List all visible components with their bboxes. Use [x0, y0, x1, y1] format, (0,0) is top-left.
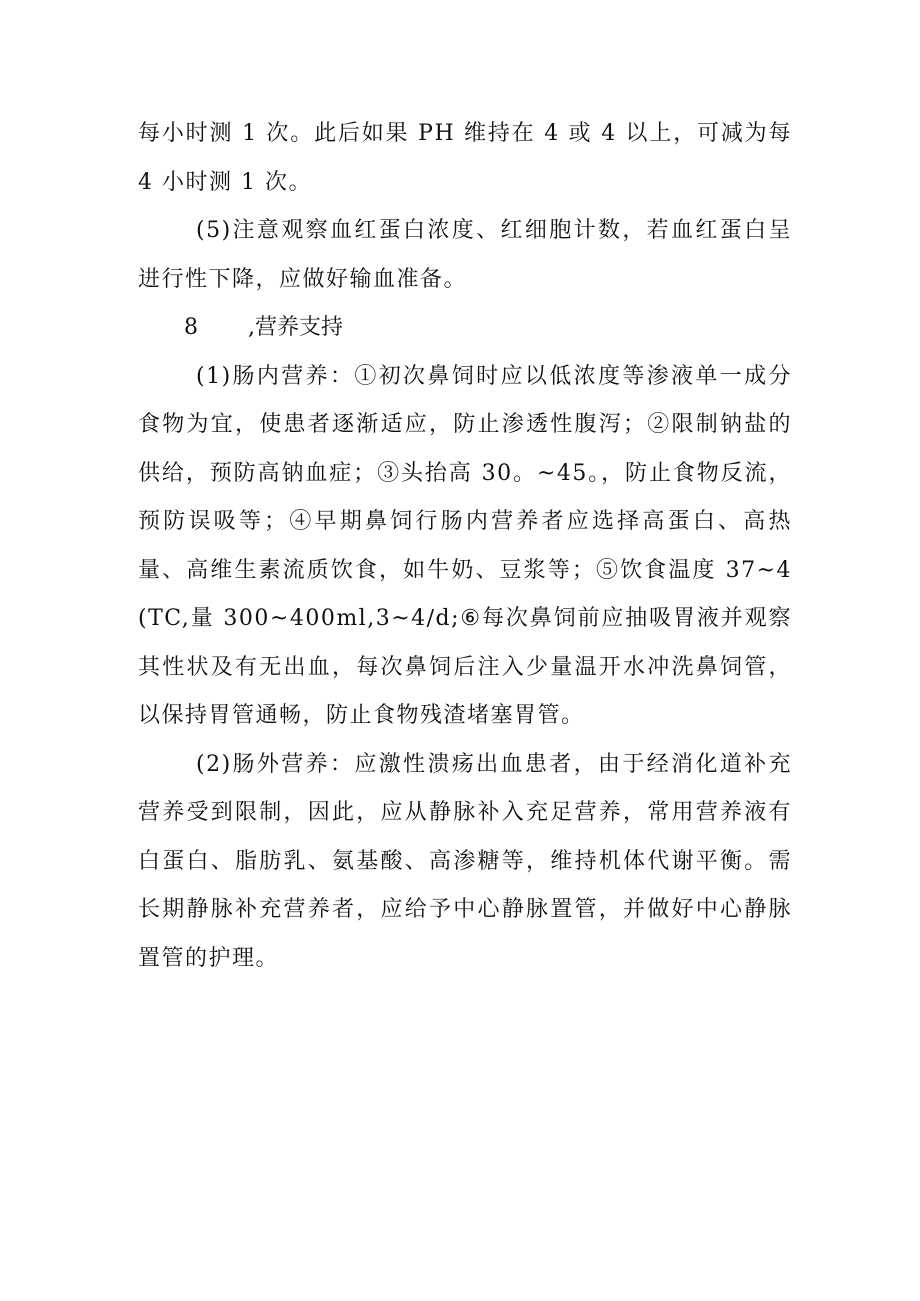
paragraph-hemoglobin-observation: (5)注意观察血红蛋白浓度、红细胞计数，若血红蛋白呈进行性下降，应做好输血准备。	[138, 218, 792, 292]
section-number: 8	[184, 315, 198, 340]
document-body	[138, 110, 792, 983]
paragraph-enteral-nutrition: (1)肠内营养：①初次鼻饲时应以低浓度等渗液单一成分食物为宜，使患者逐渐适应，防止渗透性腹泻；②限制钠盐的供给，预防高钠血症；③头抬高 30。~45。，防止食物反流，预防误吸等；④早期鼻饲行肠内营养者应选择高蛋白、高热量、高维生素流质饮食，如牛奶、豆浆等；⑤饮食温度 37~4(TC,量 300~400ml,3~4∕d;⑥每次鼻饲前应抽吸胃液并观察其性状及有无出血，每次鼻饲后注入少量温开水冲洗鼻饲管，以保持胃管通畅，防止食物残渣堵塞胃管。	[138, 363, 792, 728]
section-heading-nutrition	[138, 304, 792, 353]
paragraph-ph-monitoring: 每小时测 1 次。此后如果 PH 维持在 4 或 4 以上，可减为每 4 小时测 1 次。	[138, 121, 792, 195]
section-title: ,营养支持	[248, 315, 343, 340]
paragraph-parenteral-nutrition: (2)肠外营养：应激性溃疡出血患者，由于经消化道补充营养受到限制，因此，应从静脉补入充足营养，常用营养液有白蛋白、脂肪乳、氨基酸、高渗糖等，维持机体代谢平衡。需长期静脉补充营养者，应给予中心静脉置管，并做好中心静脉置管的护理。	[138, 751, 792, 971]
